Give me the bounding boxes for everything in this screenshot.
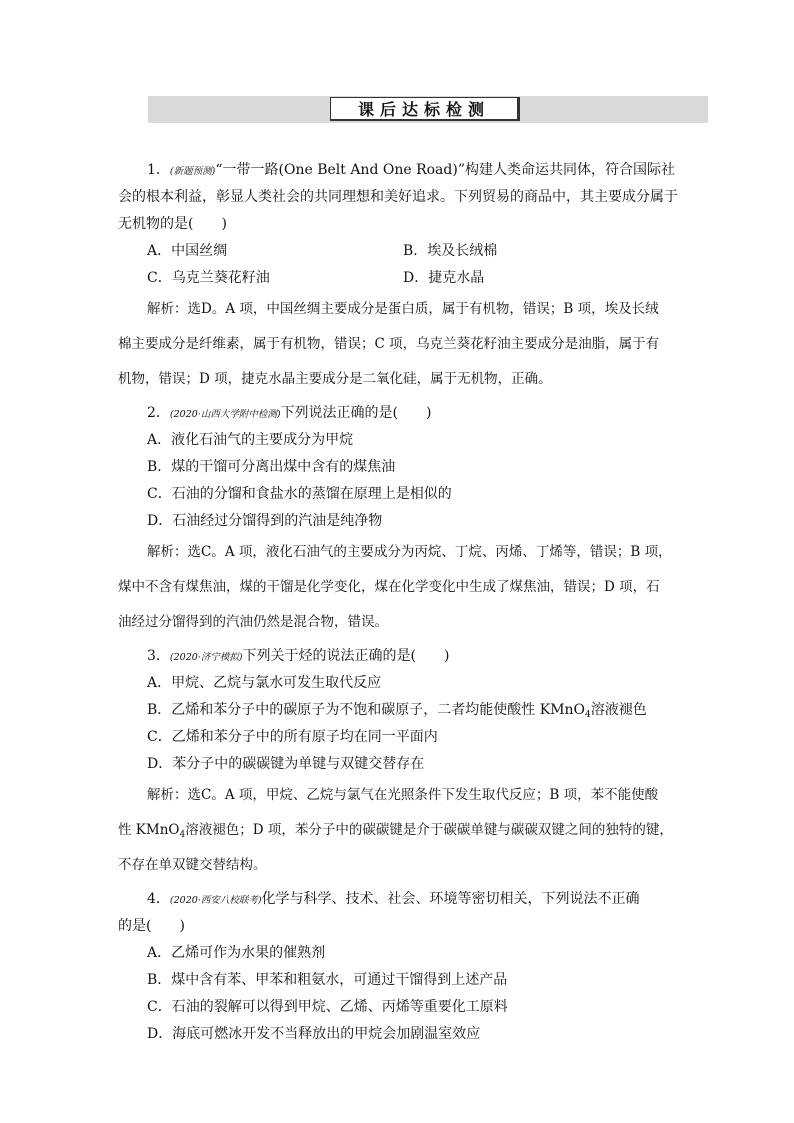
- q3-solution-2-text-end: 溶液褪色；D 项，苯分子中的碳碳键是介于碳碳单键与碳碳双键之间的独特的键，: [185, 822, 673, 838]
- q3-solution-1: 解析：选C。A 项，甲烷、乙烷与氯气在光照条件下发生取代反应；B 项，苯不能使酸: [147, 787, 659, 803]
- q1-line-3: 无机物的是( ): [118, 216, 227, 232]
- q1-option-d: D．捷克水晶: [403, 270, 485, 286]
- q1-number: 1．: [147, 162, 170, 178]
- q2-solution-3: 油经过分馏得到的汽油仍然是混合物，错误。: [118, 614, 388, 630]
- q2-option-a: A．液化石油气的主要成分为甲烷: [147, 432, 354, 448]
- q1-source: (新题预测): [169, 166, 216, 177]
- q4-option-b: B．煤中含有苯、甲苯和粗氨水，可通过干馏得到上述产品: [147, 972, 508, 988]
- q3-option-c: C．乙烯和苯分子中的所有原子均在同一平面内: [147, 729, 438, 745]
- section-banner: [148, 96, 708, 123]
- q3-source: (2020·济宁模拟): [169, 652, 243, 663]
- q3-option-d: D．苯分子中的碳碳键为单键与双键交替存在: [147, 756, 425, 772]
- q4-option-c: C．石油的裂解可以得到甲烷、乙烯、丙烯等重要化工原料: [147, 999, 508, 1015]
- q4-text-1: 化学与科学、技术、社会、环境等密切相关，下列说法不正确: [261, 891, 640, 907]
- q1-line-1: [147, 162, 675, 180]
- q3-option-b: [147, 702, 647, 720]
- q2-text-1: 下列说法正确的是( ): [280, 405, 432, 421]
- q3-text-1: 下列关于烃的说法正确的是( ): [242, 648, 450, 664]
- section-title: 课后达标检测: [330, 97, 520, 121]
- q2-line-1: [147, 405, 431, 423]
- q4-source: (2020·西安八校联考): [169, 895, 262, 906]
- q2-solution-1: 解析：选C。A 项，液化石油气的主要成分为丙烷、丁烷、丙烯、丁烯等，错误；B 项，: [147, 544, 672, 560]
- q3-solution-3: 不存在单双键交替结构。: [118, 857, 267, 873]
- q3-solution-2-text: 性 KMnO: [118, 822, 180, 838]
- q3-solution-2: [118, 822, 673, 840]
- q2-option-b: B．煤的干馏可分离出煤中含有的煤焦油: [147, 459, 396, 475]
- q1-line-2: 会的根本利益，彰显人类社会的共同理想和美好追求。下列贸易的商品中，其主要成分属于: [118, 189, 678, 205]
- q1-option-c: C．乌克兰葵花籽油: [147, 270, 270, 286]
- q1-text-1: “一带一路(One Belt And One Road)”构建人类命运共同体，符合国际社: [215, 162, 675, 178]
- q2-solution-2: 煤中不含有煤焦油，煤的干馏是化学变化，煤在化学变化中生成了煤焦油，错误；D 项，石: [118, 579, 660, 595]
- q1-option-b: B．埃及长绒棉: [403, 243, 498, 259]
- q3-option-a: A．甲烷、乙烷与氯水可发生取代反应: [147, 675, 382, 691]
- q4-line-2: 的是( ): [118, 918, 185, 934]
- q4-number: 4．: [147, 891, 170, 907]
- q3-option-b-text-end: 溶液褪色: [590, 702, 647, 718]
- q1-solution-1: 解析：选D。A 项，中国丝绸主要成分是蛋白质，属于有机物，错误；B 项，埃及长绒: [147, 301, 659, 317]
- q2-source: (2020·山西大学附中检测): [169, 409, 281, 420]
- q3-option-b-subscript: 4: [585, 710, 591, 720]
- q4-line-1: [147, 891, 640, 909]
- q4-option-a: A．乙烯可作为水果的催熟剂: [147, 945, 326, 961]
- q4-option-d: D．海底可燃冰开发不当释放出的甲烷会加剧温室效应: [147, 1026, 481, 1042]
- q2-option-d: D．石油经过分馏得到的汽油是纯净物: [147, 513, 383, 529]
- q2-option-c: C．石油的分馏和食盐水的蒸馏在原理上是相似的: [147, 486, 452, 502]
- q3-line-1: [147, 648, 449, 666]
- q3-number: 3．: [147, 648, 170, 664]
- q1-option-a: A．中国丝绸: [147, 243, 228, 259]
- q3-solution-2-subscript: 4: [179, 830, 186, 840]
- q1-solution-2: 棉主要成分是纤维素，属于有机物，错误；C 项，乌克兰葵花籽油主要成分是油脂，属于有: [118, 336, 660, 352]
- q2-number: 2．: [147, 405, 170, 421]
- q1-solution-3: 机物，错误；D 项，捷克水晶主要成分是二氧化硅，属于无机物，正确。: [118, 371, 552, 387]
- q3-option-b-text: B．乙烯和苯分子中的碳原子为不饱和碳原子，二者均能使酸性 KMnO: [147, 702, 586, 718]
